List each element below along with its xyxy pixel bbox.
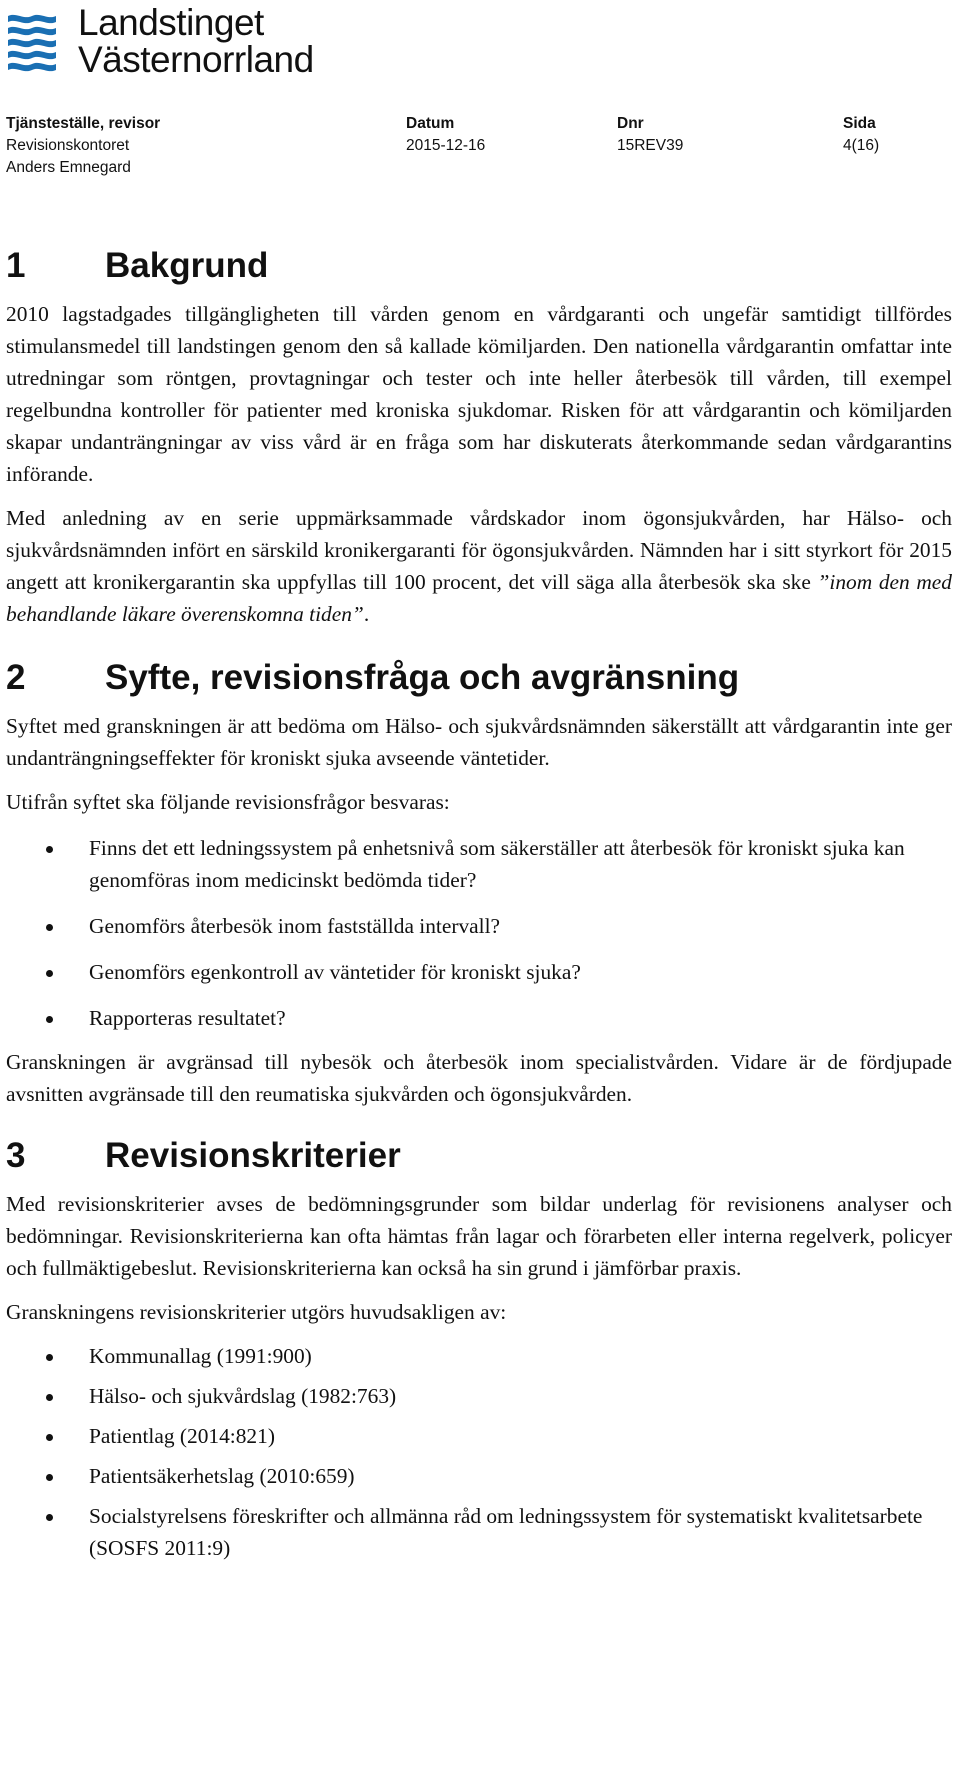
section-title: Revisionskriterier [105, 1136, 401, 1175]
bullet-icon [46, 846, 53, 853]
list-item-text: Genomförs återbesök inom fastställda intervall? [89, 914, 501, 938]
author-name: Anders Emnegard [6, 159, 131, 176]
document-body [6, 244, 952, 1564]
bullet-icon [46, 1514, 53, 1521]
dnr-label: Dnr [617, 115, 644, 132]
section-1-heading [6, 244, 952, 288]
list-item-text: Genomförs egenkontroll av väntetider för kroniskt sjuka? [89, 960, 581, 984]
paragraph: Med revisionskriterier avses de bedömningsgrunder som bildar underlag för revisionens analyser och bedömningar. Revisionskriterierna kan ofta hämtas från lagar och förarbeten eller interna regelverk, policyer och fullmäktigebeslut. Revisionskriterierna kan också ha sin grund i jämförbar praxis. [6, 1192, 952, 1280]
bullet-icon [46, 924, 53, 931]
list-item-text: Patientsäkerhetslag (2010:659) [89, 1464, 355, 1488]
list-item [6, 1500, 952, 1564]
quoted-phrase: ”inom den med behandlande läkare överenskomna tiden” [6, 570, 952, 626]
paragraph: 2010 lagstadgades tillgängligheten till vården genom en vårdgaranti och ungefär samtidigt tillfördes stimulansmedel till landstingen genom den så kallade kömiljarden. Den nationella vårdgarantin omfattar inte utredningar som röntgen, provtagningar och tester och inte heller återbesök till vården, till exempel regelbundna kontroller för patienter med kroniska sjukdomar. Risken för att vårdgarantin och kömiljarden skapar undanträngningar av viss vård är en fråga som har diskuterats återkommande sedan vårdgarantins införande. [6, 302, 952, 486]
page-label: Sida [843, 115, 876, 132]
list-item-text: Rapporteras resultatet? [89, 1006, 286, 1030]
list-item [6, 1340, 952, 1372]
bullet-icon [46, 1394, 53, 1401]
list-item [6, 832, 952, 896]
section-number: 2 [6, 658, 26, 697]
paragraph: Granskningen är avgränsad till nybesök och återbesök inom specialistvården. Vidare är de fördjupade avsnitten avgränsade till den reumatiska sjukvården och ögonsjukvården. [6, 1050, 952, 1106]
bullet-icon [46, 1434, 53, 1441]
logo-line-1: Landstinget [78, 2, 264, 43]
author-office: Revisionskontoret [6, 137, 130, 154]
bullet-icon [46, 1474, 53, 1481]
list-item-text: Hälso- och sjukvårdslag (1982:763) [89, 1384, 397, 1408]
list-item-text: Kommunallag (1991:900) [89, 1344, 312, 1368]
section-number: 3 [6, 1136, 26, 1175]
section-2-heading [6, 656, 952, 700]
paragraph: Syftet med granskningen är att bedöma om Hälso- och sjukvårdsnämnden säkerställt att vårdgarantin inte ger undanträngningseffekter för kroniskt sjuka avseende väntetider. [6, 714, 952, 770]
landsting-wave-logo-icon [6, 12, 68, 72]
paragraph-end: . [363, 602, 370, 626]
page-column [843, 113, 879, 157]
list-item-text: Finns det ett ledningssystem på enhetsnivå som säkerställer att återbesök för kroniskt sjuka kan genomföras inom medicinskt bedömda tider? [89, 836, 905, 892]
question-list [6, 832, 952, 1034]
logo-line-2: Västernorrland [78, 39, 314, 80]
list-item [6, 1420, 952, 1452]
list-item [6, 956, 952, 988]
bullet-icon [46, 1354, 53, 1361]
list-item [6, 1002, 952, 1034]
section-title: Syfte, revisionsfråga och avgränsning [105, 658, 740, 697]
list-item-text: Socialstyrelsens föreskrifter och allmänna råd om ledningssystem för systematiskt kvalitetsarbete (SOSFS 2011:9) [89, 1504, 923, 1560]
page-value: 4(16) [843, 137, 880, 154]
list-item [6, 1460, 952, 1492]
author-label: Tjänsteställe, revisor [6, 115, 161, 132]
list-item [6, 910, 952, 942]
list-item-text: Patientlag (2014:821) [89, 1424, 275, 1448]
bullet-icon [46, 970, 53, 977]
date-column [406, 113, 485, 157]
date-value: 2015-12-16 [406, 137, 486, 154]
landsting-logo [6, 2, 326, 80]
dnr-value: 15REV39 [617, 137, 684, 154]
bullet-icon [46, 1016, 53, 1023]
date-label: Datum [406, 115, 455, 132]
list-item [6, 1380, 952, 1412]
criteria-list [6, 1340, 952, 1564]
paragraph-text: Med anledning av en serie uppmärksammade vårdskador inom ögonsjukvården, har Hälso- och sjukvårdsnämnden infört en särskild kronikergaranti för ögonsjukvården. Nämnden har i sitt styrkort för 2015 angett att kronikergarantin ska uppfyllas till 100 procent, det vill säga alla återbesök ska ske [6, 506, 952, 594]
section-title: Bakgrund [105, 246, 269, 285]
dnr-column [617, 113, 683, 157]
paragraph: Granskningens revisionskriterier utgörs huvudsakligen av: [6, 1300, 507, 1324]
paragraph: Utifrån syftet ska följande revisionsfrågor besvaras: [6, 790, 450, 814]
paragraph [6, 502, 952, 630]
author-column [6, 113, 160, 179]
section-number: 1 [6, 246, 26, 285]
section-3-heading [6, 1134, 952, 1178]
logo-text [78, 4, 314, 78]
